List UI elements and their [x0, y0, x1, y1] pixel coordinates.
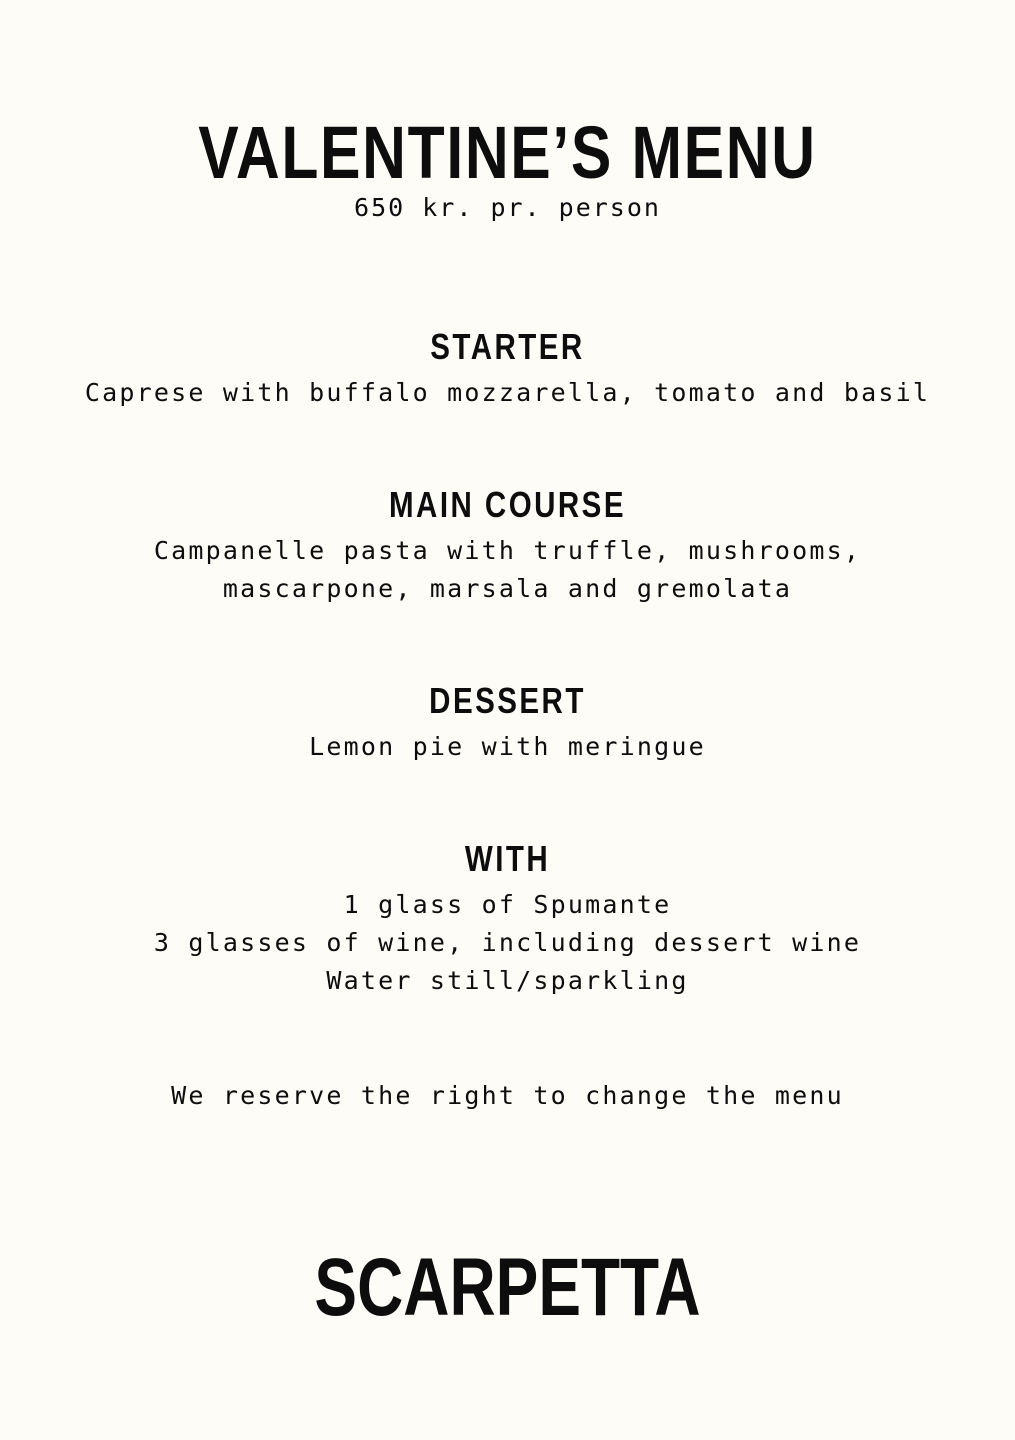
section-heading-with: WITH — [464, 838, 551, 879]
menu-item-line: Campanelle pasta with truffle, mushrooms, — [153, 536, 862, 565]
price-per-person: 650 kr. pr. person — [354, 193, 661, 222]
menu-item-line: Water still/sparkling — [326, 966, 689, 995]
section-body-dessert — [0, 728, 1015, 766]
page-title: VALENTINE’S MENU — [198, 111, 817, 194]
section-body-with — [0, 886, 1015, 1000]
section-heading-dessert: DESSERT — [429, 680, 586, 721]
section-heading-main-course: MAIN COURSE — [388, 484, 626, 525]
section-heading-starter: STARTER — [430, 326, 585, 367]
menu-item-line: 1 glass of Spumante — [343, 890, 672, 919]
menu-item-line: 3 glasses of wine, including dessert wine — [153, 928, 862, 957]
menu-item-line: Caprese with buffalo mozzarella, tomato and basil — [84, 378, 931, 407]
menu-change-notice: We reserve the right to change the menu — [171, 1081, 844, 1110]
section-body-starter — [0, 374, 1015, 412]
brand-logo: SCARPETTA — [314, 1242, 701, 1333]
section-body-main-course — [0, 532, 1015, 608]
menu-item-line: mascarpone, marsala and gremolata — [222, 574, 793, 603]
menu-item-line: Lemon pie with meringue — [309, 732, 706, 761]
